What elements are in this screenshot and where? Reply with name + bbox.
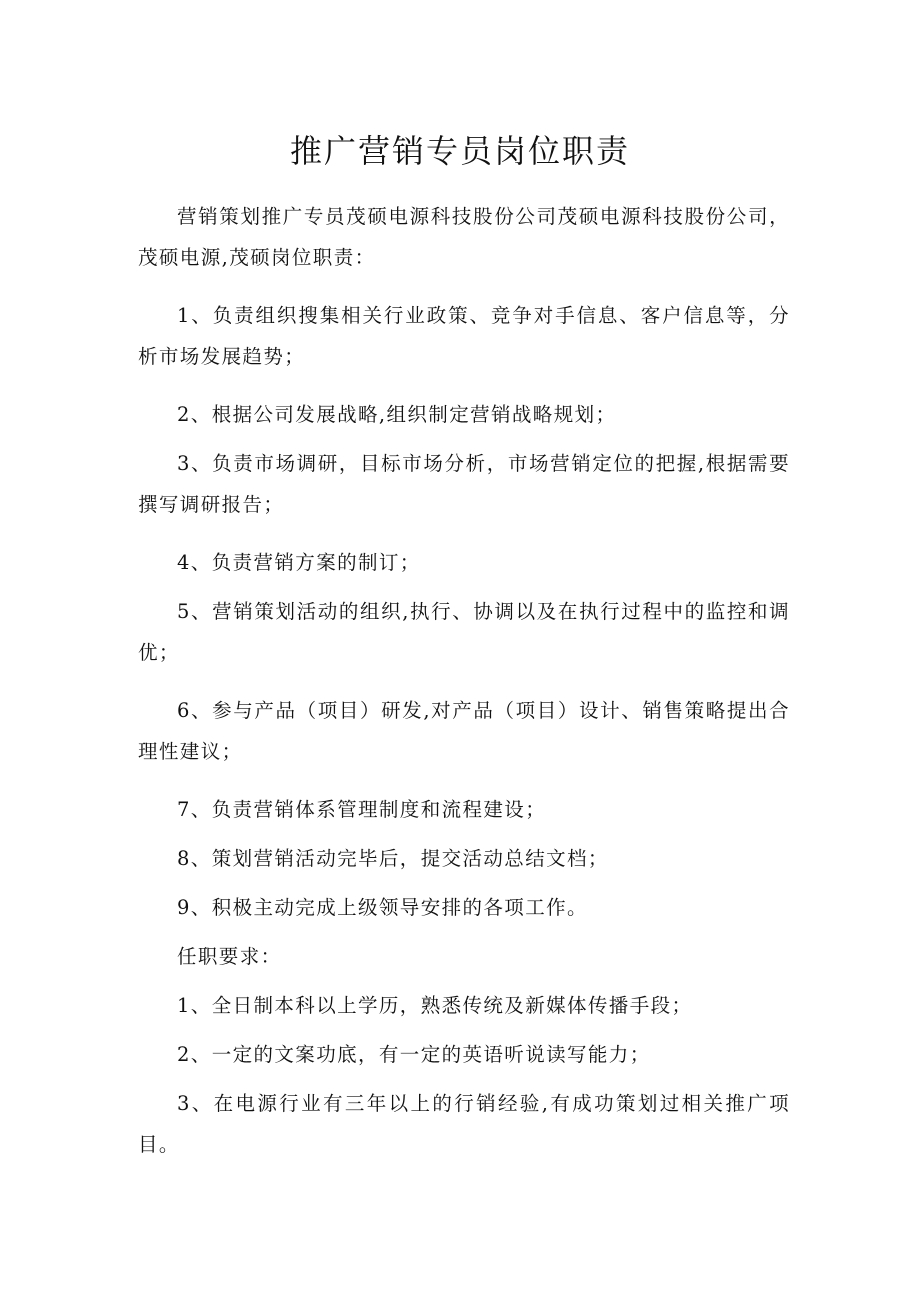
duty-item-4: 4、负责营销方案的制订；	[177, 551, 421, 574]
requirement-item-1: 1、全日制本科以上学历，熟悉传统及新媒体传播手段；	[177, 994, 693, 1017]
requirements-heading: 任职要求：	[177, 945, 282, 968]
duty-item-5: 5、营销策划活动的组织,执行、协调以及在执行过程中的监控和调优；	[138, 600, 790, 664]
document-title: 推广营销专员岗位职责	[289, 132, 630, 170]
requirement-item-2: 2、一定的文案功底，有一定的英语听说读写能力；	[177, 1043, 651, 1066]
duty-item-7: 7、负责营销体系管理制度和流程建设；	[177, 798, 547, 821]
duty-item-1: 1、负责组织搜集相关行业政策、竞争对手信息、客户信息等，分析市场发展趋势；	[138, 304, 790, 368]
duty-item-3: 3、负责市场调研，目标市场分析，市场营销定位的把握,根据需要撰写调研报告；	[138, 452, 790, 516]
duty-item-6: 6、参与产品（项目）研发,对产品（项目）设计、销售策略提出合理性建议；	[138, 699, 790, 763]
duty-item-8: 8、策划营销活动完毕后，提交活动总结文档；	[177, 847, 609, 870]
intro-paragraph: 营销策划推广专员茂硕电源科技股份公司茂硕电源科技股份公司，茂硕电源,茂硕岗位职责：	[138, 205, 790, 269]
document-body	[138, 196, 790, 1182]
duty-item-9: 9、积极主动完成上级领导安排的各项工作。	[177, 896, 588, 919]
requirement-item-3: 3、在电源行业有三年以上的行销经验,有成功策划过相关推广项目。	[138, 1092, 790, 1156]
duty-item-2: 2、根据公司发展战略,组织制定营销战略规划；	[177, 403, 617, 426]
